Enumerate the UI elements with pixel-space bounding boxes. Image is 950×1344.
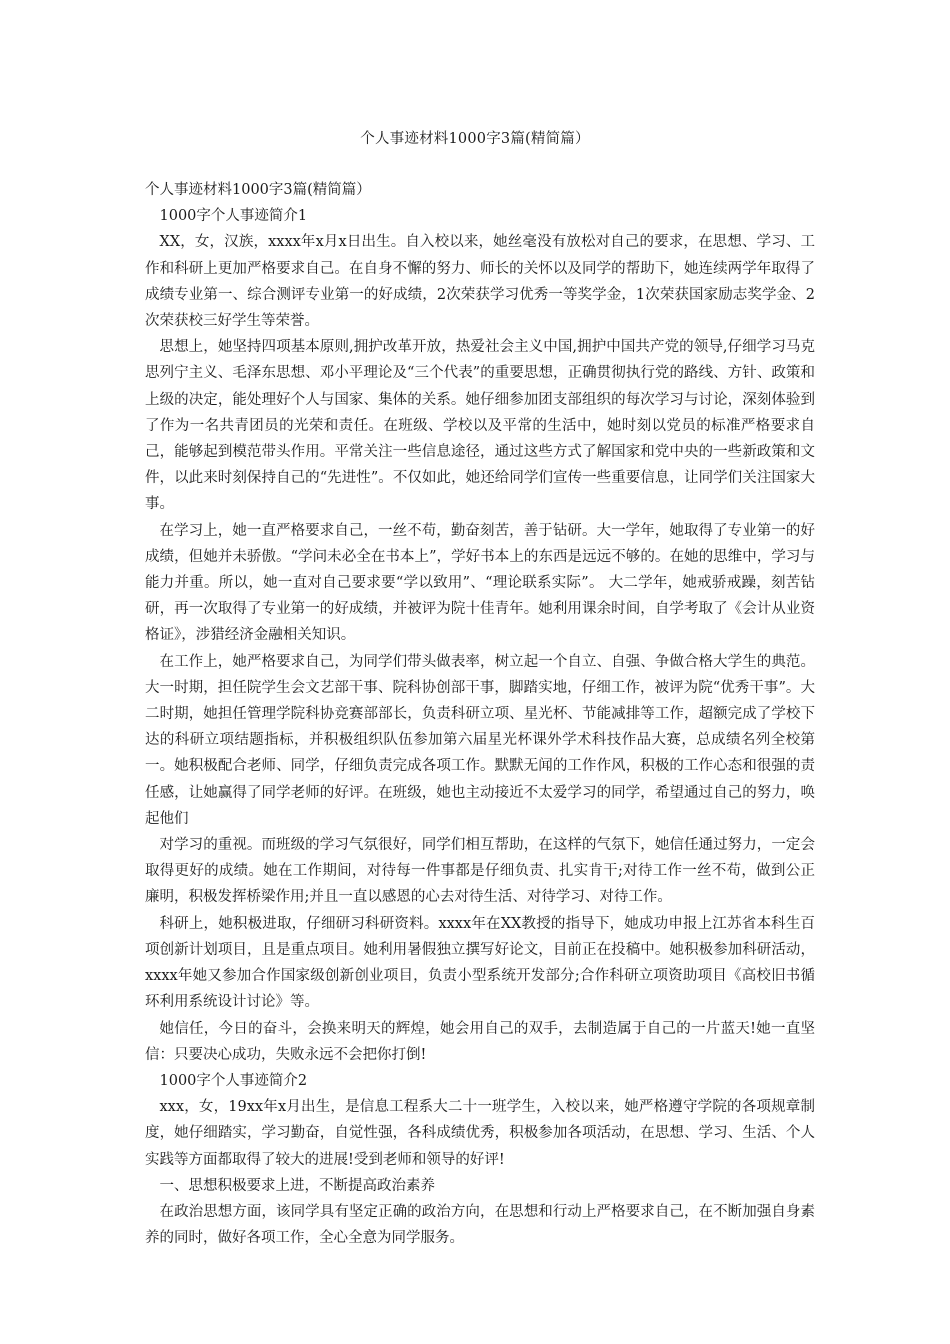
paragraph: xxx，女，19xx年x月出生，是信息工程系大二十一班学生，入校以来，她严格遵守学院的各项规章制度，她仔细踏实，学习勤奋，自觉性强，各科成绩优秀，积极参加各项活动，在思想、学习、生活、个人实践等方面都取得了较大的进展!受到老师和领导的好评! [145, 1099, 815, 1168]
paragraph: 1000字个人事迹简介2 [159, 1072, 308, 1089]
paragraph: 个人事迹材料1000字3篇(精简篇） [145, 182, 371, 198]
paragraph: 思想上，她坚持四项基本原则,拥护改革开放，热爱社会主义中国,拥护中国共产党的领导,仔细学习马克思列宁主义、毛泽东思想、邓小平理论及“三个代表”的重要思想，正确贯彻执行党的路线、方针、政策和上级的决定，能处理好个人与国家、集体的关系。她仔细参加团支部组织的每次学习与讨论，深刻体验到了作为一名共青团员的光荣和责任。在班级、学校以及平常的生活中，她时刻以党员的标准严格要求自己，能够起到模范带头作用。平常关注一些信息途径，通过这些方式了解国家和党中央的一些新政策和文件，以此来时刻保持自己的“先进性”。不仅如此，她还给同学们宣传一些重要信息，让同学们关注国家大事。 [145, 339, 815, 513]
paragraph: 对学习的重视。而班级的学习气氛很好，同学们相互帮助，在这样的气氛下，她信任通过努力，一定会取得更好的成绩。她在工作期间，对待每一件事都是仔细负责、扎实肯干;对待工作一丝不苟，做到公正廉明，积极发挥桥梁作用;并且一直以感恩的心去对待生活、对待学习、对待工作。 [145, 837, 815, 906]
paragraph: 她信任，今日的奋斗，会换来明天的辉煌，她会用自己的双手，去制造属于自己的一片蓝天!她一直坚信：只要决心成功，失败永远不会把你打倒! [145, 1020, 815, 1063]
document-title: 个人事迹材料1000字3篇(精简篇） [360, 131, 590, 147]
document-body [145, 177, 815, 1251]
paragraph: 在工作上，她严格要求自己，为同学们带头做表率，树立起一个自立、自强、争做合格大学生的典范。大一时期，担任院学生会文艺部干事、院科协创部干事，脚踏实地，仔细工作，被评为院“优秀干事”。大二时期，她担任管理学院科协竞赛部部长，负责科研立项、星光杯、节能减排等工作，超额完成了学校下达的科研立项结题指标，并积极组织队伍参加第六届星光杯课外学术科技作品大赛，总成绩名列全校第一。她积极配合老师、同学，仔细负责完成各项工作。默默无闻的工作作风，积极的工作心态和很强的责任感，让她赢得了同学老师的好评。在班级，她也主动接近不太爱学习的同学，希望通过自己的努力，唤起他们 [145, 653, 815, 827]
paragraph: XX，女，汉族，xxxx年x月x日出生。自入校以来，她丝毫没有放松对自己的要求，在思想、学习、工作和科研上更加严格要求自己。在自身不懈的努力、师长的关怀以及同学的帮助下，她连续两学年取得了成绩专业第一、综合测评专业第一的好成绩，2次荣获学习优秀一等奖学金，1次荣获国家励志奖学金、2次荣获校三好学生等荣誉。 [145, 234, 815, 330]
paragraph: 在学习上，她一直严格要求自己，一丝不苟，勤奋刻苦，善于钻研。大一学年，她取得了专业第一的好成绩，但她并未骄傲。“学问未必全在书本上”，学好书本上的东西是远远不够的。在她的思维中，学习与能力并重。所以，她一直对自己要求要“学以致用”、“理论联系实际”。 大二学年，她戒骄戒躁，刻苦钻研，再一次取得了专业第一的好成绩，并被评为院十佳青年。她利用课余时间，自学考取了《会计从业资格证》，涉猎经济金融相关知识。 [145, 522, 815, 644]
paragraph: 在政治思想方面，该同学具有坚定正确的政治方向，在思想和行动上严格要求自己，在不断加强自身素养的同时，做好各项工作，全心全意为同学服务。 [145, 1203, 815, 1247]
paragraph: 1000字个人事迹简介1 [159, 208, 308, 225]
paragraph: 科研上，她积极进取，仔细研习科研资料。xxxx年在XX教授的指导下，她成功申报上江苏省本科生百项创新计划项目，且是重点项目。她利用暑假独立撰写好论文，目前正在投稿中。她积极参加科研活动，xxxx年她又参加合作国家级创新创业项目，负责小型系统开发部分;合作科研立项资助项目《高校旧书循环利用系统设计讨论》等。 [145, 915, 815, 1011]
paragraph: 一、思想积极要求上进，不断提高政治素养 [159, 1177, 435, 1194]
